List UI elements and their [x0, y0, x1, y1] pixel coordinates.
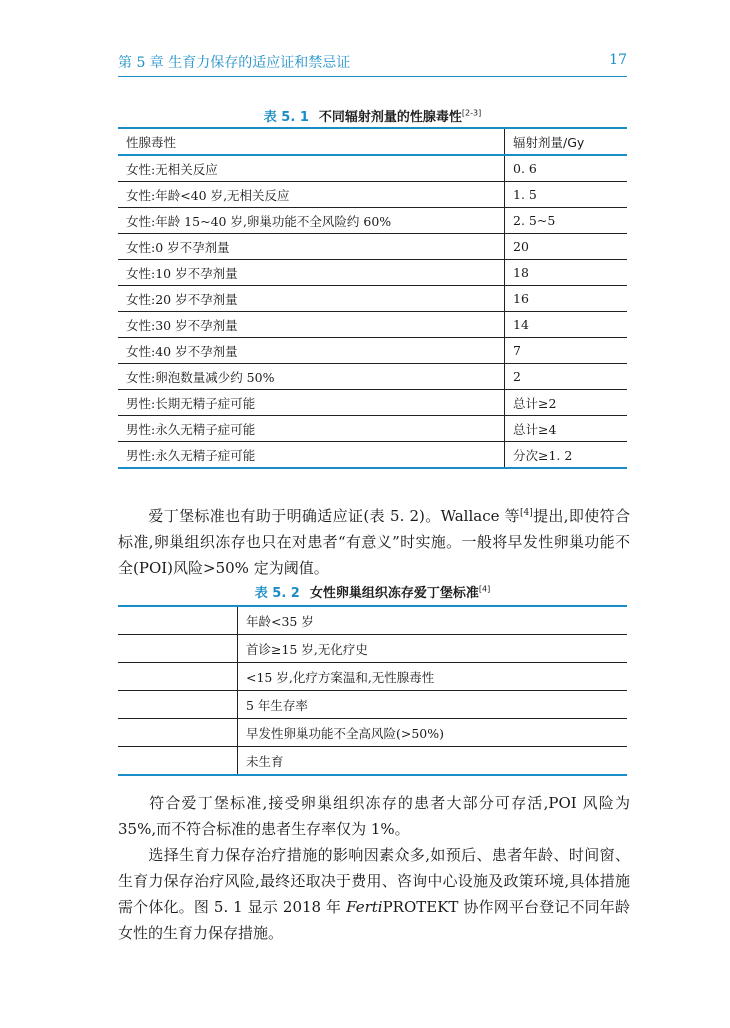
toxicity-cell: 女性:0 岁不孕剂量 — [118, 234, 505, 260]
table1-caption-number: 表 5. 1 — [263, 110, 309, 125]
para3-italic-ferti: Ferti — [346, 898, 383, 916]
page-number: 17 — [609, 52, 627, 68]
dose-cell: 18 — [505, 260, 628, 286]
table1-caption-ref: [2-3] — [461, 108, 482, 118]
table-row — [118, 390, 627, 416]
toxicity-cell: 女性:30 岁不孕剂量 — [118, 312, 505, 338]
dose-cell: 2. 5~5 — [505, 208, 628, 234]
dose-cell: 16 — [505, 286, 628, 312]
toxicity-cell: 男性:长期无精子症可能 — [118, 390, 505, 416]
dose-cell: 1. 5 — [505, 182, 628, 208]
para3-text-a: 选择生育力保存治疗措施的影响因素众多,如预后、患者年龄、时间窗、生育力保存治疗风险,最终还取决于费用、咨询中心设施及政策环境,具体措施需个体化。图 5. 1 显示 2018 年 — [118, 846, 630, 916]
toxicity-cell: 女性:卵泡数量减少约 50% — [118, 364, 505, 390]
toxicity-cell: 男性:永久无精子症可能 — [118, 416, 505, 442]
paragraph-survival — [118, 790, 630, 842]
dose-cell: 分次≥1. 2 — [505, 442, 628, 469]
running-header — [118, 52, 627, 72]
table-row — [118, 719, 627, 747]
toxicity-cell: 女性:无相关反应 — [118, 155, 505, 182]
table-row — [118, 208, 627, 234]
toxicity-cell: 女性:年龄 15~40 岁,卵巢功能不全风险约 60% — [118, 208, 505, 234]
table-row — [118, 155, 627, 182]
table1-caption — [118, 106, 627, 125]
toxicity-cell: 女性:20 岁不孕剂量 — [118, 286, 505, 312]
header-divider — [118, 76, 627, 77]
para1-text-a: 爱丁堡标准也有助于明确适应证(表 5. 2)。Wallace 等 — [148, 507, 520, 525]
table-row — [118, 606, 627, 635]
table2-caption — [118, 582, 627, 601]
toxicity-cell: 男性:永久无精子症可能 — [118, 442, 505, 469]
table1-caption-text: 不同辐射剂量的性腺毒性 — [318, 110, 462, 125]
table-row — [118, 234, 627, 260]
dose-cell: 总计≥2 — [505, 390, 628, 416]
paragraph-factors — [118, 842, 630, 946]
table-row — [118, 691, 627, 719]
para3-text-b: PROTEKT 协作网平台登记不同年龄女性的生育力保存措施。 — [118, 898, 631, 942]
table-header-row — [118, 128, 627, 155]
dose-cell: 2 — [505, 364, 628, 390]
table-row — [118, 442, 627, 469]
criterion-cell: 5 年生存率 — [238, 691, 628, 719]
table-row — [118, 286, 627, 312]
table-row — [118, 747, 627, 776]
table-row — [118, 260, 627, 286]
dose-cell: 0. 6 — [505, 155, 628, 182]
dose-cell: 7 — [505, 338, 628, 364]
col-header-toxicity: 性腺毒性 — [118, 128, 505, 155]
toxicity-cell: 女性:10 岁不孕剂量 — [118, 260, 505, 286]
toxicity-cell: 女性:年龄<40 岁,无相关反应 — [118, 182, 505, 208]
paragraph-edinburgh-intro — [118, 500, 630, 581]
table-row — [118, 364, 627, 390]
radiation-toxicity-table — [118, 127, 627, 469]
chapter-title: 第 5 章 生育力保存的适应证和禁忌证 — [118, 55, 351, 71]
para1-ref: [4] — [519, 508, 533, 518]
table-row — [118, 312, 627, 338]
table-row — [118, 663, 627, 691]
dose-cell: 总计≥4 — [505, 416, 628, 442]
table-row — [118, 635, 627, 663]
criterion-cell: <15 岁,化疗方案温和,无性腺毒性 — [238, 663, 628, 691]
criterion-cell: 年龄<35 岁 — [238, 606, 628, 635]
dose-cell: 14 — [505, 312, 628, 338]
table-row — [118, 338, 627, 364]
criterion-cell: 首诊≥15 岁,无化疗史 — [238, 635, 628, 663]
criterion-cell: 未生育 — [238, 747, 628, 776]
col-header-dose: 辐射剂量/Gy — [505, 128, 628, 155]
dose-cell: 20 — [505, 234, 628, 260]
edinburgh-criteria-table — [118, 605, 627, 776]
table2-caption-text: 女性卵巢组织冻存爱丁堡标准 — [309, 586, 479, 601]
table2-caption-number: 表 5. 2 — [254, 586, 300, 601]
toxicity-cell: 女性:40 岁不孕剂量 — [118, 338, 505, 364]
table-row — [118, 182, 627, 208]
criterion-cell: 早发性卵巢功能不全高风险(>50%) — [238, 719, 628, 747]
para1-text-b: 提出,即使符合标准,卵巢组织冻存也只在对患者“有意义”时实施。一般将早发性卵巢功能不全(POI)风险>50% 定为阈值。 — [118, 507, 630, 577]
table-row — [118, 416, 627, 442]
para2-text: 符合爱丁堡标准,接受卵巢组织冻存的患者大部分可存活,POI 风险为 35%,而不符合标准的患者生存率仅为 1%。 — [118, 794, 630, 838]
table2-caption-ref: [4] — [478, 584, 491, 594]
